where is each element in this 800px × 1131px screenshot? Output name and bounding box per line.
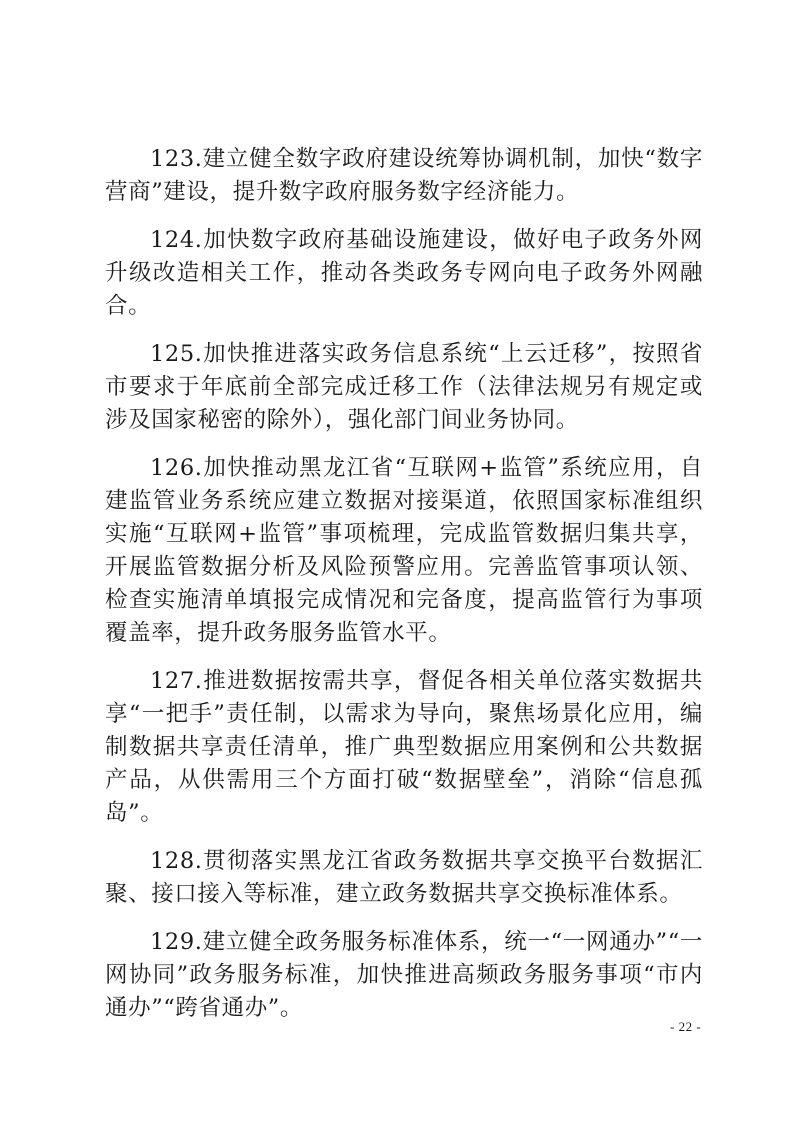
- paragraph-125: [105, 338, 703, 437]
- paragraph-text: 建立健全数字政府建设统筹协调机制，加快“数字营商”建设，提升数字政府服务数字经济能力。: [105, 146, 703, 205]
- page-number: - 22 -: [670, 1019, 702, 1034]
- paragraph-number: 124.: [150, 227, 203, 253]
- paragraph-123: [105, 143, 703, 209]
- paragraph-127: [105, 665, 703, 830]
- paragraph-text: 推进数据按需共享，督促各相关单位落实数据共享“一把手”责任制，以需求为导向，聚焦场景化应用，编制数据共享责任清单，推广典型数据应用案例和公共数据产品，从供需用三个方面打破“数据壁垒”，消除“信息孤岛”。: [105, 668, 703, 826]
- paragraph-number: 128.: [150, 848, 203, 874]
- paragraph-number: 126.: [150, 455, 203, 481]
- paragraph-129: [105, 926, 703, 1025]
- paragraph-text: 加快推动黑龙江省“互联网+监管”系统应用，自建监管业务系统应建立数据对接渠道，依照国家标准组织实施“互联网+监管”事项梳理，完成监管数据归集共享，开展监管数据分析及风险预警应用。完善监管事项认领、检查实施清单填报完成情况和完备度，提高监管行为事项覆盖率，提升政务服务监管水平。: [105, 455, 703, 646]
- paragraph-128: [105, 845, 703, 911]
- paragraph-number: 125.: [150, 341, 203, 367]
- paragraph-text: 加快数字政府基础设施建设，做好电子政务外网升级改造相关工作，推动各类政务专网向电子政务外网融合。: [105, 227, 703, 319]
- paragraph-124: [105, 224, 703, 323]
- paragraph-text: 建立健全政务服务标准体系，统一“一网通办”“一网协同”政务服务标准，加快推进高频政务服务事项“市内通办”“跨省通办”。: [105, 929, 703, 1021]
- paragraph-number: 127.: [150, 668, 203, 694]
- paragraph-126: [105, 452, 703, 650]
- document-body: [105, 143, 703, 1025]
- paragraph-text: 贯彻落实黑龙江省政务数据共享交换平台数据汇聚、接口接入等标准，建立政务数据共享交换标准体系。: [105, 848, 703, 907]
- paragraph-text: 加快推进落实政务信息系统“上云迁移”，按照省市要求于年底前全部完成迁移工作（法律法规另有规定或涉及国家秘密的除外），强化部门间业务协同。: [105, 341, 703, 433]
- paragraph-number: 123.: [150, 146, 203, 172]
- paragraph-number: 129.: [150, 929, 203, 955]
